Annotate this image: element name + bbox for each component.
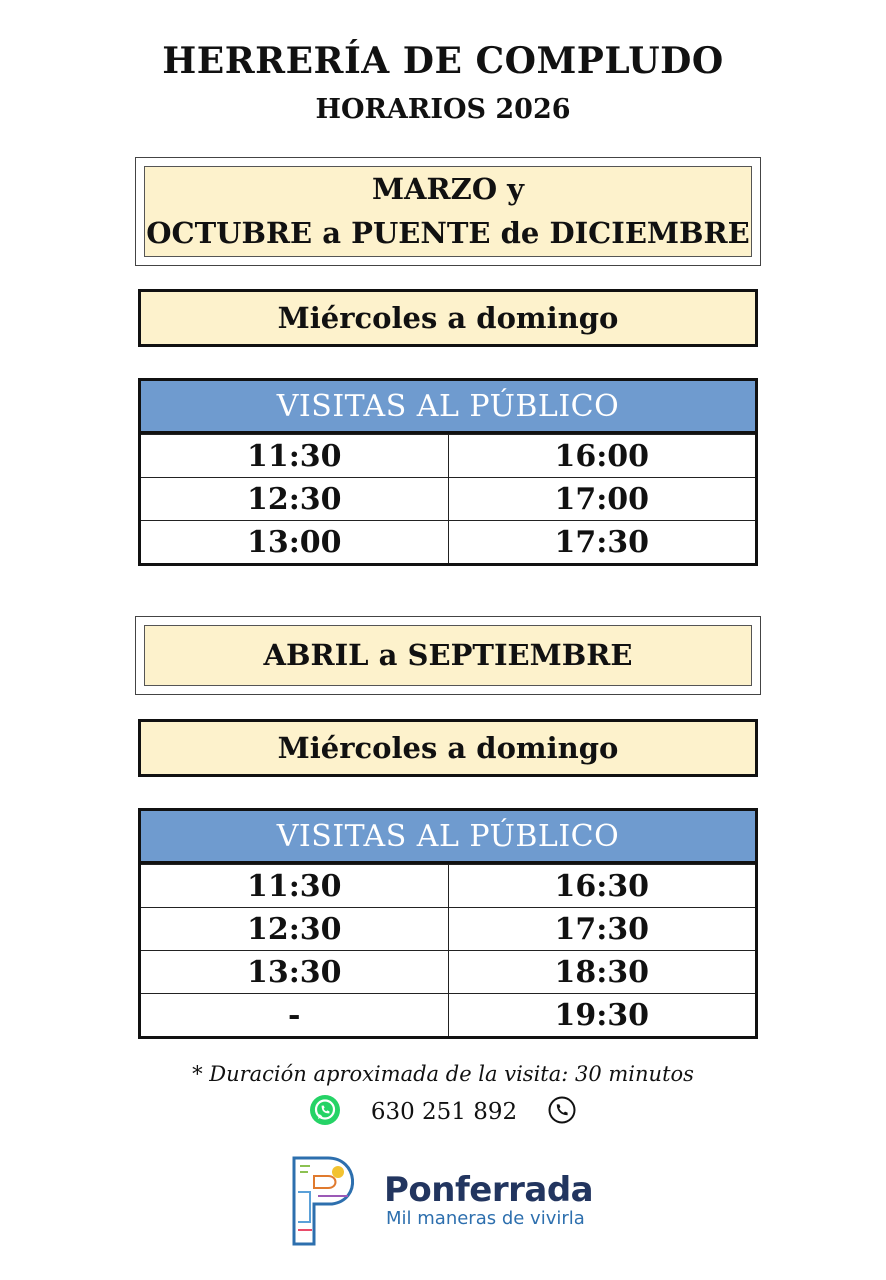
morning-time: 11:30 bbox=[141, 435, 449, 477]
schedule-table-1 bbox=[138, 378, 758, 566]
table-row bbox=[141, 907, 755, 950]
morning-time: 11:30 bbox=[141, 865, 449, 907]
days-banner-2: Miércoles a domingo bbox=[138, 719, 758, 777]
phone-icon[interactable] bbox=[547, 1095, 577, 1129]
afternoon-time: 16:30 bbox=[554, 868, 650, 904]
page-title: HERRERÍA DE COMPLUDO bbox=[162, 40, 724, 82]
days-banner-1: Miércoles a domingo bbox=[138, 289, 758, 347]
morning-time: 12:30 bbox=[141, 908, 449, 950]
afternoon-time: 19:30 bbox=[554, 997, 650, 1033]
season-line-1: MARZO y bbox=[371, 172, 525, 206]
afternoon-time: 17:30 bbox=[554, 524, 650, 560]
afternoon-time: 16:00 bbox=[554, 438, 650, 474]
phone-number[interactable]: 630 251 892 bbox=[370, 1099, 518, 1125]
afternoon-time: 17:00 bbox=[554, 481, 650, 517]
contact-row bbox=[0, 1094, 886, 1130]
table-row bbox=[141, 993, 755, 1036]
whatsapp-icon[interactable] bbox=[309, 1094, 341, 1130]
duration-note: * Duración aproximada de la visita: 30 minutos bbox=[192, 1062, 694, 1086]
season-banner-april-september bbox=[135, 616, 761, 695]
ponferrada-logo bbox=[288, 1150, 618, 1250]
brand-name: Ponferrada bbox=[384, 1170, 594, 1210]
morning-time: - bbox=[141, 994, 449, 1036]
page-subtitle: HORARIOS 2026 bbox=[315, 94, 571, 125]
table-row bbox=[141, 864, 755, 907]
afternoon-time: 17:30 bbox=[554, 911, 650, 947]
afternoon-time: 18:30 bbox=[554, 954, 650, 990]
table-row bbox=[141, 434, 755, 477]
morning-time: 12:30 bbox=[141, 478, 449, 520]
schedule-table-2 bbox=[138, 808, 758, 1039]
season-line-1: ABRIL a SEPTIEMBRE bbox=[263, 637, 633, 672]
season-banner-inner bbox=[144, 625, 752, 686]
brand-tagline: Mil maneras de vivirla bbox=[386, 1208, 585, 1229]
season-line-2: OCTUBRE a PUENTE de DICIEMBRE bbox=[146, 215, 750, 250]
morning-time: 13:30 bbox=[141, 951, 449, 993]
ponferrada-p-emblem bbox=[288, 1152, 368, 1248]
table-row bbox=[141, 520, 755, 563]
morning-time: 13:00 bbox=[141, 521, 449, 563]
season-banner-inner bbox=[144, 166, 752, 257]
season-banner-march-october bbox=[135, 157, 761, 266]
table-row bbox=[141, 477, 755, 520]
table-row bbox=[141, 950, 755, 993]
schedule-table-title: VISITAS AL PÚBLICO bbox=[141, 381, 755, 434]
schedule-table-title: VISITAS AL PÚBLICO bbox=[141, 811, 755, 864]
